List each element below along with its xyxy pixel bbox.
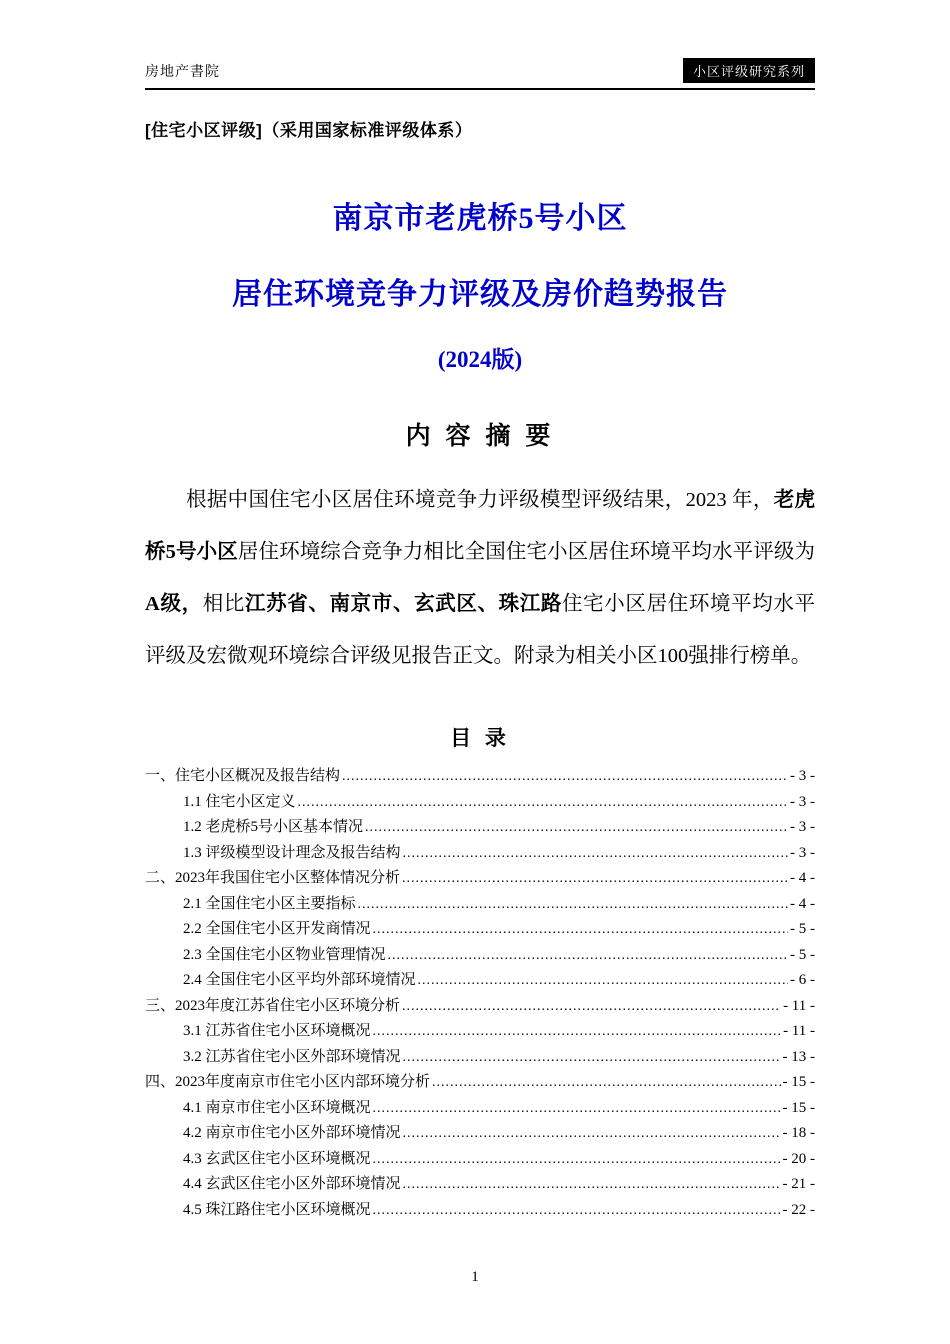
toc-dotted-leader: [403, 1121, 781, 1147]
toc-dotted-leader: [373, 917, 788, 943]
toc-dotted-leader: [373, 1019, 782, 1045]
abstract-emphasis-run: A级，: [145, 593, 203, 615]
toc-dotted-leader: [388, 943, 788, 969]
toc-entry-label: 一、住宅小区概况及报告结构: [145, 768, 341, 784]
toc-entry-label: 4.5 珠江路住宅小区环境概况: [183, 1201, 371, 1218]
toc-entry-page: - 3 -: [790, 819, 815, 835]
toc-entry: [145, 994, 815, 1020]
publisher-name: 房地产書院: [145, 64, 220, 80]
toc-entry-label: 1.1 住宅小区定义: [183, 793, 296, 810]
toc-entry-page: - 15 -: [782, 1074, 815, 1090]
abstract-text-run: 居住环境综合竞争力相比全国住宅小区居住环境平均水平评级为: [237, 541, 816, 563]
toc-heading: 目 录: [450, 727, 510, 750]
abstract-heading: 内 容 摘 要: [405, 422, 555, 450]
toc-entry-label: 3.2 江苏省住宅小区外部环境情况: [183, 1048, 401, 1065]
toc-dotted-leader: [403, 841, 788, 867]
toc-entry: [145, 764, 815, 790]
toc-entry-page: - 21 -: [782, 1176, 815, 1192]
toc-dotted-leader: [373, 1147, 781, 1173]
abstract-paragraph: [145, 474, 815, 682]
toc-entry-label: 三、2023年度江苏省住宅小区环境分析: [145, 997, 401, 1014]
toc-dotted-leader: [365, 815, 788, 841]
page-number: 1: [471, 1269, 479, 1285]
report-title-line-1: 南京市老虎桥5号小区: [332, 202, 628, 235]
toc-entry: [145, 943, 815, 969]
toc-entry-label: 3.1 江苏省住宅小区环境概况: [183, 1023, 371, 1039]
toc-entry-page: - 3 -: [790, 793, 815, 810]
toc-entry: [145, 815, 815, 841]
toc-entry-label: 2.3 全国住宅小区物业管理情况: [183, 946, 386, 963]
toc-entry-page: - 5 -: [790, 921, 815, 937]
toc-dotted-leader: [418, 968, 788, 994]
toc-entry: [145, 1096, 815, 1122]
abstract-text-run: 根据中国住宅小区居住环境竞争力评级模型评级结果，2023 年，: [186, 489, 774, 511]
toc-entry: [145, 841, 815, 867]
toc-entry: [145, 1019, 815, 1045]
toc-entry-label: 4.1 南京市住宅小区环境概况: [183, 1099, 371, 1116]
abstract-text-run: 住宅小区居住环境平均水平评级及宏微观环境综合评级见报告正文。附录为相关小区100强排行榜单。: [145, 593, 816, 667]
toc-entry-label: 四、2023年度南京市住宅小区内部环境分析: [145, 1074, 431, 1090]
page-header: [145, 58, 815, 90]
toc-entry-page: - 3 -: [790, 844, 815, 861]
toc-entry-label: 2.2 全国住宅小区开发商情况: [183, 921, 371, 937]
toc-entry: [145, 1121, 815, 1147]
toc-entry-page: - 11 -: [783, 997, 815, 1014]
toc-entry: [145, 892, 815, 918]
toc-dotted-leader: [373, 1198, 781, 1224]
toc-entry-label: 4.3 玄武区住宅小区环境概况: [183, 1150, 371, 1167]
toc-entry-label: 1.2 老虎桥5号小区基本情况: [183, 819, 364, 835]
toc-entry: [145, 866, 815, 892]
toc-entry-page: - 5 -: [790, 946, 815, 963]
toc-dotted-leader: [402, 994, 781, 1020]
abstract-emphasis-run: 江苏省、南京市、玄武区、珠江路: [245, 593, 563, 615]
toc-dotted-leader: [402, 866, 788, 892]
toc-entry: [145, 917, 815, 943]
toc-entry-page: - 18 -: [782, 1125, 815, 1141]
toc-dotted-leader: [432, 1070, 780, 1096]
toc-dotted-leader: [403, 1045, 781, 1071]
toc-entry-label: 2.1 全国住宅小区主要指标: [183, 895, 356, 912]
toc-list: [145, 764, 815, 1223]
toc-entry-page: - 15 -: [782, 1099, 815, 1116]
toc-entry-page: - 11 -: [783, 1023, 815, 1039]
toc-entry-page: - 6 -: [790, 972, 815, 988]
report-title-line-2: 居住环境竞争力评级及房价趋势报告: [232, 278, 728, 311]
toc-entry-label: 二、2023年我国住宅小区整体情况分析: [145, 870, 401, 886]
toc-entry: [145, 1172, 815, 1198]
abstract-text-run: 相比: [202, 593, 245, 615]
toc-entry-page: - 4 -: [790, 870, 815, 886]
series-badge: 小区评级研究系列: [683, 58, 815, 83]
toc-dotted-leader: [342, 764, 788, 790]
toc-entry-page: - 20 -: [782, 1150, 815, 1167]
toc-entry: [145, 1198, 815, 1224]
toc-dotted-leader: [358, 892, 788, 918]
toc-dotted-leader: [298, 790, 788, 816]
toc-entry: [145, 1147, 815, 1173]
toc-dotted-leader: [373, 1096, 781, 1122]
abstract-emphasis-run: 老虎桥5号小区: [145, 489, 816, 563]
toc-entry-label: 4.4 玄武区住宅小区外部环境情况: [183, 1176, 401, 1192]
toc-entry: [145, 1045, 815, 1071]
toc-entry-page: - 13 -: [782, 1048, 815, 1065]
toc-entry: [145, 968, 815, 994]
report-edition: (2024版): [437, 347, 523, 372]
toc-entry-label: 2.4 全国住宅小区平均外部环境情况: [183, 972, 416, 988]
toc-entry-page: - 4 -: [790, 895, 815, 912]
toc-entry: [145, 790, 815, 816]
toc-entry-label: 1.3 评级模型设计理念及报告结构: [183, 844, 401, 861]
rating-system-note: [住宅小区评级]（采用国家标准评级体系）: [145, 121, 473, 140]
toc-entry-page: - 22 -: [782, 1201, 815, 1218]
toc-entry-label: 4.2 南京市住宅小区外部环境情况: [183, 1125, 401, 1141]
toc-dotted-leader: [403, 1172, 781, 1198]
toc-entry: [145, 1070, 815, 1096]
toc-entry-page: - 3 -: [790, 768, 815, 784]
